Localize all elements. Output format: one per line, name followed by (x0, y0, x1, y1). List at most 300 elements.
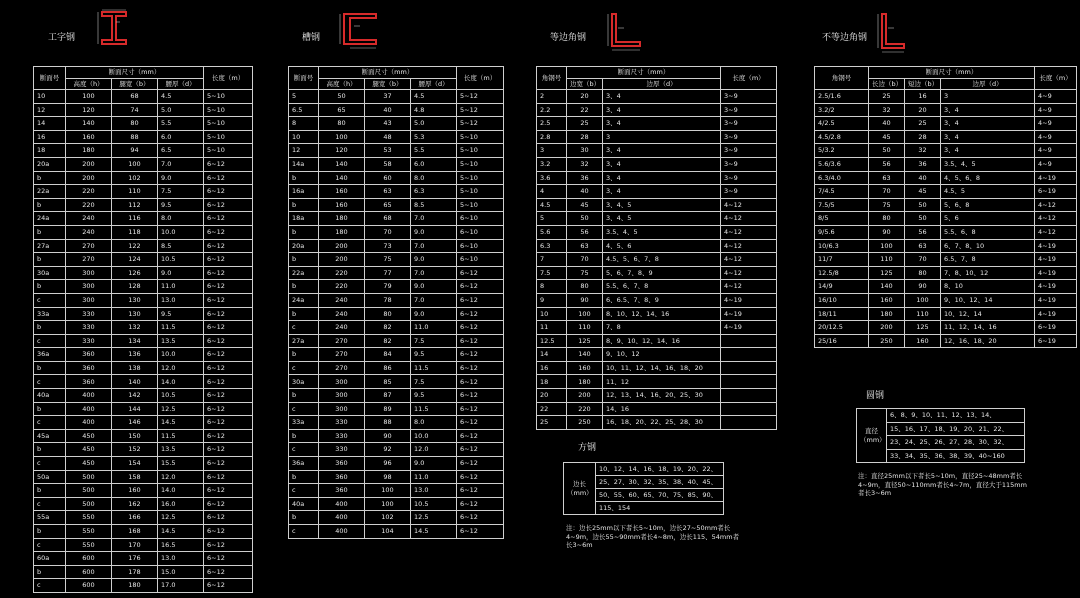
table-cell: 6~12 (457, 266, 504, 280)
table-cell: 8.5 (411, 198, 457, 212)
table-cell: 4~19 (721, 293, 777, 307)
table-cell: 270 (319, 348, 365, 362)
equal-angle-title: 等边角钢 (550, 33, 587, 43)
table-cell: 25 (537, 416, 567, 430)
table-cell: 16a (289, 185, 319, 199)
table-cell: 330 (66, 321, 112, 335)
table-cell: 6~12 (204, 375, 253, 389)
table-cell: 17.0 (158, 579, 204, 593)
table-cell: 6~12 (204, 361, 253, 375)
table-row (289, 103, 504, 117)
table-cell: 14.0 (158, 375, 204, 389)
table-cell: 8.0 (411, 416, 457, 430)
table-cell: 118 (112, 225, 158, 239)
table-cell: 14、16 (603, 402, 721, 416)
table-cell: 180 (869, 307, 905, 321)
table-cell: 250 (567, 416, 603, 430)
table-cell: 14 (34, 117, 66, 131)
table-cell: 300 (66, 293, 112, 307)
table-cell: 45 (567, 198, 603, 212)
header-dims: 断面尺寸（mm） (869, 67, 1035, 79)
table-cell: 10.5 (411, 497, 457, 511)
table-cell: 22a (34, 185, 66, 199)
table-cell: 270 (319, 361, 365, 375)
ibeam-title: 工字钢 (48, 33, 76, 43)
channel-symbol-icon (336, 10, 386, 50)
table-cell: 40 (365, 103, 411, 117)
table-cell: c (289, 321, 319, 335)
table-cell: 400 (319, 511, 365, 525)
table-row (34, 293, 253, 307)
table-cell: 9.5 (158, 307, 204, 321)
table-cell: 300 (319, 389, 365, 403)
table-row (815, 307, 1077, 321)
table-cell: 30a (289, 375, 319, 389)
table-cell: 11.5 (158, 429, 204, 443)
table-cell: 6、7、8、10 (941, 239, 1035, 253)
table-cell: 270 (66, 239, 112, 253)
table-cell: b (34, 321, 66, 335)
table-cell: 132 (112, 321, 158, 335)
table-cell: 6~10 (457, 239, 504, 253)
table-cell: 5/3.2 (815, 144, 869, 158)
table-row (289, 361, 504, 375)
table-row (34, 552, 253, 566)
table-cell: 7.0 (411, 266, 457, 280)
table-cell: 4.5、5、6、7、8 (603, 253, 721, 267)
table-cell: b (289, 280, 319, 294)
table-cell: 56 (567, 225, 603, 239)
table-cell: 6~12 (204, 225, 253, 239)
table-cell: 50 (905, 212, 941, 226)
table-row (815, 130, 1077, 144)
table-cell: 146 (112, 416, 158, 430)
table-cell: b (289, 225, 319, 239)
table-cell: 330 (66, 334, 112, 348)
table-cell: 6.3 (537, 239, 567, 253)
table-cell: 3.6 (537, 171, 567, 185)
table-row (34, 280, 253, 294)
table-cell: 20/12.5 (815, 321, 869, 335)
table-cell: 4~19 (1035, 171, 1077, 185)
header-leg-width: 边宽（b） (567, 79, 603, 90)
table-cell: c (289, 402, 319, 416)
table-cell: b (34, 225, 66, 239)
table-cell: 10.0 (158, 348, 204, 362)
table-cell: 300 (319, 402, 365, 416)
table-row (289, 90, 504, 104)
table-row (537, 266, 777, 280)
table-cell: 6、6.5、7、8、9 (603, 293, 721, 307)
table-cell: 85 (365, 375, 411, 389)
table-cell (721, 375, 777, 389)
table-row (537, 130, 777, 144)
table-cell: 130 (112, 293, 158, 307)
table-cell: 6~12 (204, 280, 253, 294)
table-cell: 32 (869, 103, 905, 117)
table-cell: 152 (112, 443, 158, 457)
table-row (289, 253, 504, 267)
table-cell: 40 (869, 117, 905, 131)
table-cell: 6~12 (204, 579, 253, 593)
table-cell: 6~12 (457, 389, 504, 403)
table-row (289, 280, 504, 294)
table-row (34, 130, 253, 144)
table-cell: 6~12 (457, 511, 504, 525)
table-cell: 220 (66, 198, 112, 212)
table-cell: 5~10 (204, 117, 253, 131)
table-cell: 9.0 (411, 457, 457, 471)
table-cell: 4~9 (1035, 157, 1077, 171)
table-cell: 63 (869, 171, 905, 185)
table-row (34, 538, 253, 552)
table-cell: 110 (869, 253, 905, 267)
table-cell (721, 361, 777, 375)
table-cell: 500 (66, 470, 112, 484)
table-cell: 80 (112, 117, 158, 131)
table-cell: 6~12 (204, 457, 253, 471)
table-row (34, 470, 253, 484)
table-cell: 10、12、14 (941, 307, 1035, 321)
table-row (289, 117, 504, 131)
table-cell: 8/5 (815, 212, 869, 226)
header-thickness: 边厚（d） (941, 79, 1035, 90)
table-cell: 6~12 (457, 457, 504, 471)
table-cell: 3 (603, 130, 721, 144)
table-row (34, 157, 253, 171)
table-row (34, 511, 253, 525)
table-row (815, 117, 1077, 131)
table-row (289, 307, 504, 321)
table-cell: 12.5 (158, 402, 204, 416)
header-dims: 断面尺寸（mm） (567, 67, 721, 79)
table-cell: 400 (66, 416, 112, 430)
table-row (34, 90, 253, 104)
table-cell: 7 (537, 253, 567, 267)
table-cell: 3、4 (603, 144, 721, 158)
table-cell: 36a (289, 457, 319, 471)
table-cell: 6~12 (457, 307, 504, 321)
table-row (289, 171, 504, 185)
table-cell: 6~12 (204, 525, 253, 539)
table-cell: 500 (66, 497, 112, 511)
table-cell: 360 (319, 484, 365, 498)
table-cell: 3、4、5 (603, 212, 721, 226)
table-cell: 9.0 (411, 253, 457, 267)
table-cell: 166 (112, 511, 158, 525)
table-cell: 6~12 (204, 239, 253, 253)
table-row (34, 457, 253, 471)
table-cell: b (34, 484, 66, 498)
table-cell: 240 (319, 293, 365, 307)
table-cell: b (34, 253, 66, 267)
table-cell: 270 (319, 334, 365, 348)
table-cell: 4~19 (1035, 239, 1077, 253)
table-cell: 24a (34, 212, 66, 226)
table-cell: 6.5 (158, 144, 204, 158)
table-cell: 13.5 (158, 334, 204, 348)
table-cell: 7/4.5 (815, 185, 869, 199)
table-cell: 3.2 (537, 157, 567, 171)
table-row (537, 416, 777, 430)
table-cell: 92 (365, 443, 411, 457)
table-cell: 6~19 (1035, 334, 1077, 348)
table-cell: 12.5 (537, 334, 567, 348)
table-cell: 4.5、5 (941, 185, 1035, 199)
table-cell: 10.5 (158, 389, 204, 403)
table-cell: 200 (319, 239, 365, 253)
table-cell: 13.0 (158, 552, 204, 566)
table-cell: 4、5、6、8 (941, 171, 1035, 185)
table-row (289, 429, 504, 443)
table-cell: b (34, 198, 66, 212)
table-row (289, 157, 504, 171)
table-cell: 550 (66, 538, 112, 552)
table-row (537, 171, 777, 185)
table-cell: 18a (289, 212, 319, 226)
table-cell: 75 (567, 266, 603, 280)
table-cell: 82 (365, 334, 411, 348)
table-cell: 68 (112, 90, 158, 104)
table-row (537, 389, 777, 403)
table-cell: 9.0 (411, 307, 457, 321)
table-cell: 12、13、14、16、20、25、30 (603, 389, 721, 403)
table-row (289, 266, 504, 280)
table-cell: 100 (567, 307, 603, 321)
table-cell: 12.0 (158, 361, 204, 375)
table-cell: 11、12 (603, 375, 721, 389)
table-cell: 14.5 (158, 525, 204, 539)
channel-title: 槽钢 (302, 33, 321, 43)
table-cell: 8、9、10、12、14、16 (603, 334, 721, 348)
table-cell: 40 (905, 171, 941, 185)
table-cell: 33a (289, 416, 319, 430)
table-cell: 10 (34, 90, 66, 104)
table-cell: 25 (869, 90, 905, 104)
table-cell: 6~12 (457, 525, 504, 539)
table-cell: 3~9 (721, 103, 777, 117)
header-dims: 断面尺寸（mm） (319, 67, 457, 79)
table-cell: b (34, 402, 66, 416)
table-cell: 7.5 (411, 334, 457, 348)
table-cell: 12 (34, 103, 66, 117)
table-cell: 6~12 (204, 511, 253, 525)
table-cell: 10.0 (158, 225, 204, 239)
table-cell: 70 (365, 225, 411, 239)
table-cell: 9.0 (411, 280, 457, 294)
table-cell: 136 (112, 348, 158, 362)
table-cell: 18 (537, 375, 567, 389)
table-cell: 3.2/2 (815, 103, 869, 117)
square-sizes-line: 10、12、14、16、18、19、20、22、 (596, 463, 724, 476)
table-cell (721, 334, 777, 348)
table-cell: b (34, 443, 66, 457)
table-cell: 6~10 (457, 225, 504, 239)
table-row (34, 402, 253, 416)
table-cell: 9.5 (158, 198, 204, 212)
table-cell: 9、10、12、14 (941, 293, 1035, 307)
table-cell: 74 (112, 103, 158, 117)
table-cell: 30 (567, 144, 603, 158)
table-cell: 550 (66, 525, 112, 539)
table-cell: 16.5 (158, 538, 204, 552)
table-cell: 75 (365, 253, 411, 267)
table-cell: 450 (66, 443, 112, 457)
table-cell: 104 (365, 525, 411, 539)
table-cell: 4、5、6 (603, 239, 721, 253)
table-cell: 6~12 (204, 266, 253, 280)
table-row (815, 90, 1077, 104)
table-row (815, 212, 1077, 226)
table-row (34, 144, 253, 158)
table-cell: 89 (365, 402, 411, 416)
table-cell: 18 (34, 144, 66, 158)
header-code: 断面号 (289, 67, 319, 90)
table-cell: 73 (365, 239, 411, 253)
table-cell: 3、4 (603, 185, 721, 199)
table-row (537, 334, 777, 348)
table-row (815, 239, 1077, 253)
table-cell: 65 (319, 103, 365, 117)
table-cell: 14.5 (158, 416, 204, 430)
table-cell: 4.5 (537, 198, 567, 212)
table-row (537, 212, 777, 226)
table-cell: 3 (941, 90, 1035, 104)
round-sizes-line: 15、16、17、18、19、20、21、22、 (887, 422, 1025, 436)
table-cell: 12.0 (411, 443, 457, 457)
header-code: 角钢号 (537, 67, 567, 90)
table-cell: 6~12 (457, 470, 504, 484)
table-cell: 20 (567, 90, 603, 104)
table-row (289, 402, 504, 416)
table-cell: 100 (365, 497, 411, 511)
table-cell: 600 (66, 579, 112, 593)
table-cell: 6~12 (457, 334, 504, 348)
table-cell: 3、4、5 (603, 198, 721, 212)
table-row (289, 443, 504, 457)
table-cell: c (34, 334, 66, 348)
table-row (34, 565, 253, 579)
table-cell: 200 (319, 253, 365, 267)
table-row (537, 348, 777, 362)
table-cell: 5.5 (158, 117, 204, 131)
table-cell: 160 (567, 361, 603, 375)
table-cell: 25/16 (815, 334, 869, 348)
table-cell: 50 (567, 212, 603, 226)
header-short-leg: 短边（b） (905, 79, 941, 90)
table-cell: 60 (365, 171, 411, 185)
table-cell: 550 (66, 511, 112, 525)
table-cell: 200 (66, 157, 112, 171)
table-cell: 142 (112, 389, 158, 403)
table-cell: 158 (112, 470, 158, 484)
table-cell: 88 (112, 130, 158, 144)
table-cell: 3~9 (721, 90, 777, 104)
table-cell: 128 (112, 280, 158, 294)
table-row (34, 266, 253, 280)
table-row (815, 171, 1077, 185)
table-cell: c (34, 538, 66, 552)
table-cell: c (289, 443, 319, 457)
table-cell: 3、4 (941, 144, 1035, 158)
table-cell: 180 (567, 375, 603, 389)
round-sizes-line: 23、24、25、26、27、28、30、32、 (887, 436, 1025, 450)
table-cell: 4~19 (1035, 266, 1077, 280)
table-cell: 16/10 (815, 293, 869, 307)
table-cell: 7.0 (411, 293, 457, 307)
table-cell: 90 (905, 280, 941, 294)
table-cell: 11.5 (411, 402, 457, 416)
table-cell: 9.0 (411, 225, 457, 239)
table-cell: 25 (905, 117, 941, 131)
table-cell: 8.0 (158, 212, 204, 226)
table-cell: 180 (319, 212, 365, 226)
table-cell: 36a (34, 348, 66, 362)
table-cell: c (34, 416, 66, 430)
table-cell: 124 (112, 253, 158, 267)
table-cell: 200 (66, 171, 112, 185)
table-cell: 6~12 (204, 389, 253, 403)
table-cell: 6~12 (204, 443, 253, 457)
table-cell: 6.0 (158, 130, 204, 144)
table-cell: 4~12 (721, 253, 777, 267)
table-cell: 5.0 (411, 117, 457, 131)
table-cell: 122 (112, 239, 158, 253)
table-cell (721, 348, 777, 362)
header-web-thickness: 腰厚（d） (158, 79, 204, 90)
table-cell: 220 (319, 280, 365, 294)
table-cell: 220 (66, 185, 112, 199)
table-cell: 140 (319, 171, 365, 185)
table-cell: 65 (365, 198, 411, 212)
table-cell: 6~12 (457, 443, 504, 457)
table-cell: 102 (112, 171, 158, 185)
table-row (34, 361, 253, 375)
table-cell: 160 (869, 293, 905, 307)
table-cell: 16、18、20、22、25、28、30 (603, 416, 721, 430)
table-cell: 3、4 (941, 103, 1035, 117)
table-cell: c (34, 457, 66, 471)
table-cell: 100 (66, 90, 112, 104)
table-cell: 12.5/8 (815, 266, 869, 280)
table-cell: 600 (66, 565, 112, 579)
table-cell: 28 (905, 130, 941, 144)
table-cell: 7、8、10、12 (941, 266, 1035, 280)
table-cell: 45 (905, 185, 941, 199)
table-cell: 140 (319, 157, 365, 171)
table-cell: 160 (319, 185, 365, 199)
table-cell: 78 (365, 293, 411, 307)
table-row (289, 389, 504, 403)
table-cell: 5~10 (457, 171, 504, 185)
square-label: 边长（mm） (564, 463, 596, 515)
table-cell: 88 (365, 416, 411, 430)
table-cell: 180 (319, 225, 365, 239)
table-cell: 4.8 (411, 103, 457, 117)
table-cell: 270 (66, 253, 112, 267)
table-cell: 176 (112, 552, 158, 566)
table-cell: 15.5 (158, 457, 204, 471)
table-cell: 6~12 (204, 416, 253, 430)
table-cell: 400 (319, 497, 365, 511)
table-cell: 5、6 (941, 212, 1035, 226)
table-cell: 16.0 (158, 497, 204, 511)
table-cell: 134 (112, 334, 158, 348)
table-cell: 5 (289, 90, 319, 104)
equal-angle-table (536, 66, 777, 430)
table-cell: b (289, 171, 319, 185)
table-cell: 75 (869, 198, 905, 212)
